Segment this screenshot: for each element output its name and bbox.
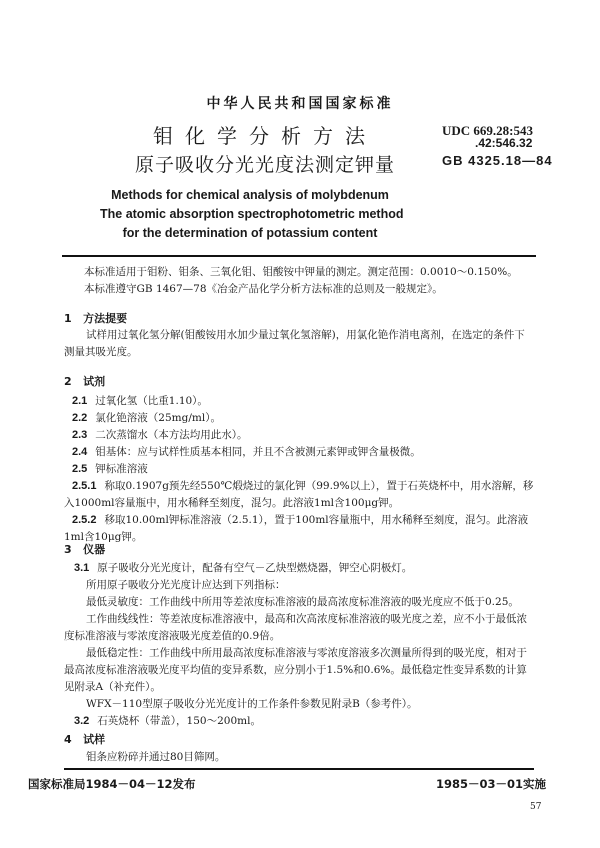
s2-item: 2.3 二次蒸馏水（本方法均用此水）。 [72, 429, 248, 441]
s3-line: 最低灵敏度：工作曲线中所用等差浓度标准溶液的最高浓度标准溶液的吸光度应不低于0.25。 [86, 596, 519, 608]
s1-para-line1: 试样用过氧化氢分解(钼酸铵用水加少量过氧化氢溶解)，用氯化铯作消电离剂，在选定的条件下 [86, 329, 525, 341]
s1-para-line2: 测量其吸光度。 [64, 346, 138, 358]
section-title: 试剂 [83, 375, 106, 388]
section-number: 4 [64, 733, 72, 746]
title-zh-line1: 钼化学分析方法 [153, 124, 377, 148]
header-divider [62, 255, 536, 257]
section-1-heading [64, 310, 127, 326]
section-2-heading [64, 373, 105, 389]
intro-line1: 本标准适用于钼粉、钼条、三氧化钼、钼酸铵中钾量的测定。测定范围：0.0010～0.150%。 [84, 266, 518, 278]
s3-line: 工作曲线线性：等差浓度标准溶液中，最高和次高浓度标准溶液的吸光度之差，应不小于最低浓 [86, 613, 527, 625]
section-title: 仪器 [83, 543, 106, 556]
udc-line2: .42:546.32 [475, 136, 533, 150]
title-en [100, 186, 404, 243]
section-number: 1 [64, 312, 72, 325]
issue-date: 国家标准局1984－04－12发布 [28, 777, 196, 791]
s3-line: 所用原子吸收分光光度计应达到下列指标： [86, 579, 286, 591]
section-4-heading [64, 731, 105, 747]
section-title: 方法提要 [83, 312, 128, 325]
s32-line: 3.2 石英烧杯（带盖），150～200ml。 [74, 715, 261, 727]
section-title: 试样 [83, 733, 106, 746]
country-standard-heading: 中华人民共和国国家标准 [206, 96, 394, 112]
s2-item: 2.4 钼基体：应与试样性质基本相同，并且不含被测元素钾或钾含量极微。 [72, 446, 421, 458]
section-number: 2 [64, 375, 72, 388]
s2-item: 2.1 过氧化氢（比重1.10）。 [72, 395, 208, 407]
s252-line1: 2.5.2 移取10.00ml钾标准溶液（2.5.1），置于100ml容量瓶中，用水稀释至刻度，混匀。此溶液 [72, 514, 529, 526]
udc-code [442, 124, 533, 150]
s4-text: 钼条应粉碎并通过80目筛网。 [86, 751, 226, 763]
s3-line: WFX－110型原子吸收分光光度计的工作条件参数见附录B（参考件）。 [86, 698, 418, 710]
title-en-line3: for the determination of potassium content [122, 226, 378, 240]
s2-item: 2.2 氯化铯溶液（25mg/ml）。 [72, 412, 221, 424]
section-3-heading [64, 541, 105, 557]
s251-line1: 2.5.1 称取0.1907g预先经550℃煅烧过的氯化钾（99.9%以上），置于石英烧杯中，用水溶解，移 [72, 480, 534, 492]
s3-line: 最高浓度标准溶液吸光度平均值的变异系数，应分别小于1.5%和0.6%。最低稳定性变异系数的计算 [64, 664, 527, 676]
footer-divider [64, 768, 534, 770]
page-number: 57 [530, 802, 542, 812]
intro-line2: 本标准遵守GB 1467—78《冶金产品化学分析方法标准的总则及一般规定》。 [84, 283, 443, 295]
title-en-line1: Methods for chemical analysis of molybdenum [111, 188, 389, 202]
s251-line2: 入1000ml容量瓶中，用水稀释至刻度，混匀。此溶液1ml含100μg钾。 [64, 497, 400, 509]
s2-item: 2.5 钾标准溶液 [72, 463, 148, 475]
gb-number: GB 4325.18—84 [442, 153, 553, 168]
section-number: 3 [64, 543, 72, 556]
s31-line: 3.1 原子吸收分光光度计，配备有空气－乙炔型燃烧器，钾空心阴极灯。 [74, 562, 413, 574]
s3-line: 最低稳定性：工作曲线中所用最高浓度标准溶液与零浓度溶液多次测量所得到的吸光度，相对于 [86, 647, 527, 659]
s3-line: 度标准溶液与零浓度溶液吸光度差值的0.9倍。 [64, 630, 281, 642]
effective-date: 1985－03－01实施 [436, 777, 547, 791]
title-zh-line2: 原子吸收分光光度法测定钾量 [134, 154, 395, 176]
s3-line: 见附录A（补充件）。 [64, 681, 161, 693]
title-en-line2: The atomic absorption spectrophotometric method [100, 207, 404, 221]
udc-line1: UDC 669.28:543 [442, 123, 533, 138]
s252-line2: 1ml含10μg钾。 [64, 531, 143, 543]
